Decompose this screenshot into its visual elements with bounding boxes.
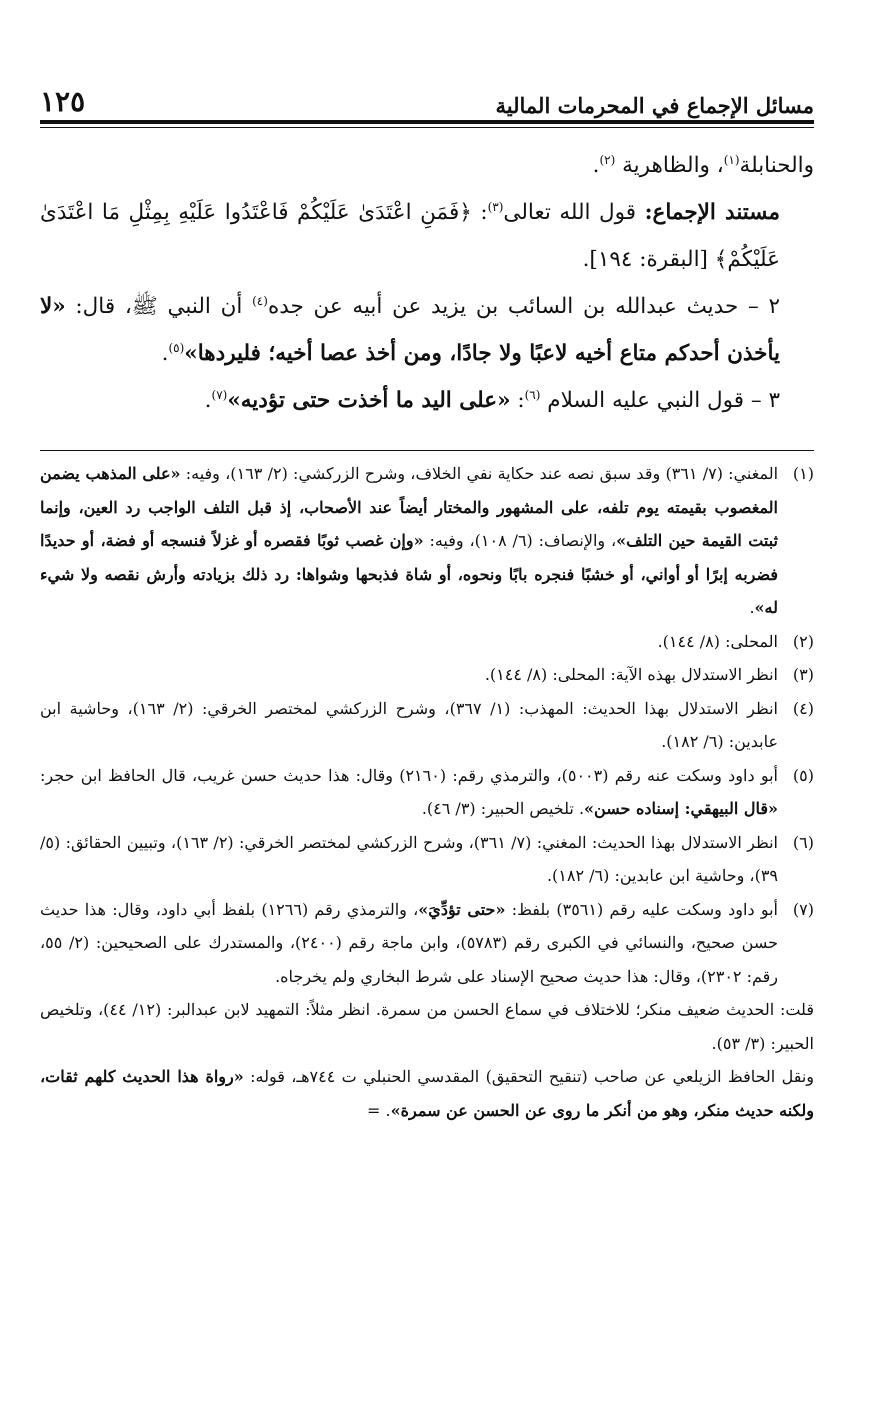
body-paragraph-4: ٣ – قول النبي عليه السلام $^{(٦)}$: «على اليد ما أخذت حتى تؤديه»$^{(٧)}$. bbox=[204, 387, 780, 413]
page-header bbox=[40, 72, 814, 118]
footnote-7 bbox=[40, 893, 814, 994]
footnote-number: (٣) bbox=[792, 665, 814, 684]
quran-verse: : ﴿فَمَنِ اعْتَدَىٰ عَلَيْكُمْ فَاعْتَدُوا عَلَيْهِ بِمِثْلِ مَا اعْتَدَىٰ عَلَيْكُمْ﴾ [البقرة: ١٩٤]. bbox=[40, 200, 780, 272]
footnote-number: (٢) bbox=[792, 631, 814, 651]
footnote-marker: (٦) bbox=[524, 387, 541, 402]
footnote-5 bbox=[40, 759, 814, 826]
footnote-marker: (٣) bbox=[487, 199, 504, 214]
footnote-text: أبو داود وسكت عنه رقم (٥٠٠٣)، والترمذي رقم: (٢١٦٠) وقال: هذا حديث حسن غريب، قال الحافظ ابن حجر: «قال البيهقي: إسناده حسن». تلخيص الحبير: (٣/ ٤٦). bbox=[40, 765, 779, 818]
footnote-3 bbox=[40, 658, 814, 692]
footnote-continuation-2: ونقل الحافظ الزيلعي عن صاحب (تنقيح التحقيق) المقدسي الحنبلي ت ٧٤٤هـ، قوله: «رواة هذا الحديث كلهم ثقات، ولكنه حديث منكر، وهو من أنكر ما روى عن الحسن عن سمرة». = bbox=[40, 1067, 814, 1120]
quoted-text: «وإن غصب ثوبًا فقصره أو غزلاً فنسجه أو فضة، أو حديدًا فضربه إبرًا أو أواني، أو خشبًا فنجره بابًا ونحوه، أو شاة فذبحها وشواها: رد ذلك بزيادته وأرش نقصه ولا شيء له» bbox=[40, 531, 778, 617]
footnote-marker: (٧) bbox=[211, 387, 228, 402]
main-text bbox=[40, 142, 814, 424]
header-rule-thin bbox=[40, 127, 814, 128]
page-number: ١٢٥ bbox=[40, 85, 86, 118]
footnote-separator bbox=[40, 450, 814, 451]
footnote-marker: (٤) bbox=[252, 293, 268, 308]
footnote-text: انظر الاستدلال بهذا الحديث: المهذب: (١/ ٣٦٧)، وشرح الزركشي لمختصر الخرقي: (٢/ ١٦٣)، وحاشية ابن عابدين: (٦/ ١٨٢). bbox=[40, 698, 778, 751]
quoted-text: «على المذهب يضمن المغصوب بقيمته يوم تلفه، على المشهور والمختار أيضاً عند الأصحاب، إذ قبل التلف الواجب رد العين، وإنما ثبتت القيمة حين التلف» bbox=[40, 464, 779, 550]
quoted-text: «حتى تؤدِّيَ» bbox=[418, 899, 506, 919]
footnote-4 bbox=[40, 692, 814, 759]
footnote-text: انظر الاستدلال بهذه الآية: المحلى: (٨/ ١٤٤). bbox=[484, 665, 778, 684]
header-rule-thick bbox=[40, 120, 814, 124]
footnote-number: (١) bbox=[792, 464, 814, 483]
footnote-text: أبو داود وسكت عليه رقم (٣٥٦١) بلفظ: «حتى تؤدِّيَ»، والترمذي رقم (١٢٦٦) بلفظ أبي داود، وقال: هذا حديث حسن صحيح، والنسائي في الكبرى رقم (٥٧٨٣)، وابن ماجة رقم (٢٤٠٠)، والمستدرك على الصحيحين: (٢/ ٥٥، رقم: ٢٣٠٢)، وقال: هذا حديث صحيح الإسناد على شرط البخاري ولم يخرجاه. bbox=[40, 899, 778, 986]
footnote-text: انظر الاستدلال بهذا الحديث: المغني: (٧/ ٣٦١)، وشرح الزركشي لمختصر الخرقي: (٢/ ١٦٣)، وتبيين الحقائق: (٥/ ٣٩)، وحاشية ابن عابدين: (٦/ ١٨٢). bbox=[40, 832, 778, 885]
footnote-text: المحلى: (٨/ ١٤٤). bbox=[657, 631, 778, 651]
hadith-quote: «لا يأخذن أحدكم متاع أخيه لاعبًا ولا جادًا، ومن أخذ عصا أخيه؛ فليردها» bbox=[40, 294, 780, 366]
footnote-number: (٦) bbox=[792, 832, 814, 852]
book-page bbox=[40, 72, 814, 1127]
footnote-marker: (٥) bbox=[168, 340, 185, 355]
quoted-text: «رواة هذا الحديث كلهم ثقات، ولكنه حديث منكر، وهو من أنكر ما روى عن الحسن عن سمرة» bbox=[40, 1067, 814, 1120]
body-paragraph-3: ٢ – حديث عبدالله بن السائب بن يزيد عن أبيه عن جده$^{(٤)}$ أن النبي ﷺ، قال: «لا يأخذن أحدكم متاع أخيه لاعبًا ولا جادًا، ومن أخذ عصا أخيه؛ فليردها»$^{(٥)}$. bbox=[40, 293, 780, 366]
body-line-1: والحنابلة$^{(١)}$، والظاهرية $^{(٢)}$. bbox=[592, 152, 814, 178]
footnote-continuation-1: قلت: الحديث ضعيف منكر؛ للاختلاف في سماع الحسن من سمرة. انظر مثلاً: التمهيد لابن عبدالبر: (١٢/ ٤٤)، وتلخيص الحبير: (٣/ ٥٣). bbox=[40, 1000, 814, 1053]
section-lead: مستند الإجماع: bbox=[644, 200, 780, 225]
footnote-marker: (٢) bbox=[599, 152, 616, 167]
footnote-text: المغني: (٧/ ٣٦١) وقد سبق نصه عند حكاية نفي الخلاف، وشرح الزركشي: (٢/ ١٦٣)، وفيه: «على المذهب يضمن المغصوب بقيمته يوم تلفه، على المشهور والمختار أيضاً عند الأصحاب، إذ قبل التلف الواجب رد العين، وإنما ثبتت القيمة حين التلف»، والإنصاف: (٦/ ١٠٨)، وفيه: «وإن غصب ثوبًا فقصره أو غزلاً فنسجه أو فضة، أو حديدًا فضربه إبرًا أو أواني، أو خشبًا فنجره بابًا ونحوه، أو شاة فذبحها وشواها: رد ذلك بزيادته وأرش نقصه ولا شيء له». bbox=[40, 464, 779, 617]
body-paragraph-2: مستند الإجماع: قول الله تعالى$^{(٣)}$: ﴿فَمَنِ اعْتَدَىٰ عَلَيْكُمْ فَاعْتَدُوا عَلَيْهِ بِمِثْلِ مَا اعْتَدَىٰ عَلَيْكُمْ﴾ [البقرة: ١٩٤]. bbox=[40, 199, 780, 272]
running-title: مسائل الإجماع في المحرمات المالية bbox=[495, 93, 814, 118]
footnote-marker: (١) bbox=[723, 152, 740, 167]
hadith-quote: «على اليد ما أخذت حتى تؤديه» bbox=[227, 388, 511, 413]
quoted-text: «قال البيهقي: إسناده حسن» bbox=[584, 799, 778, 818]
footnote-2 bbox=[40, 625, 814, 659]
footnotes bbox=[40, 457, 814, 1127]
footnote-number: (٥) bbox=[792, 765, 814, 785]
footnote-number: (٧) bbox=[792, 899, 814, 919]
footnote-1 bbox=[40, 457, 814, 625]
footnote-6 bbox=[40, 826, 814, 893]
footnote-number: (٤) bbox=[792, 698, 814, 718]
